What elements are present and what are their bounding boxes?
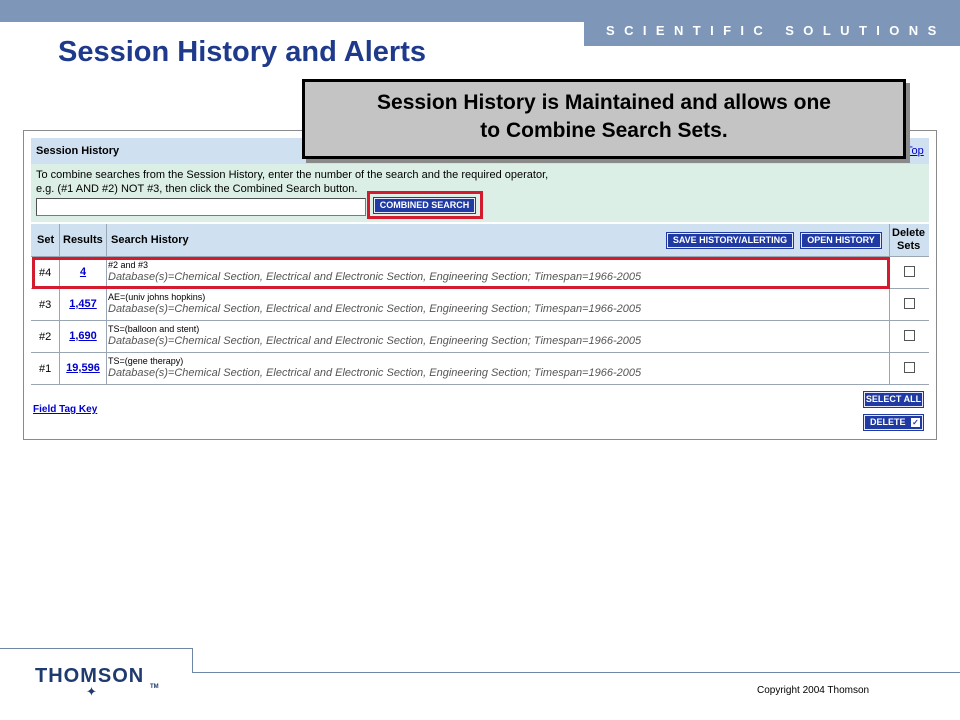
database-info: Database(s)=Chemical Section, Electrical and Electronic Section, Engineering Section; Timespan=1966-2005 [108,271,642,283]
callout-line-1: Session History is Maintained and allows one [377,91,831,114]
database-info: Database(s)=Chemical Section, Electrical and Electronic Section, Engineering Section; Timespan=1966-2005 [108,335,642,347]
trademark-mark: TM [150,684,159,690]
row-highlight [32,257,890,289]
database-info: Database(s)=Chemical Section, Electrical and Electronic Section, Engineering Section; Timespan=1966-2005 [108,303,642,315]
footer-rule-step [192,648,193,673]
instruction-line-2: e.g. (#1 AND #2) NOT #3, then click the Combined Search button. [36,183,358,195]
set-number: #3 [39,299,52,311]
col-header-sets: Sets [897,240,921,252]
col-header-set: Set [37,234,55,246]
results-link[interactable]: 4 [79,266,87,278]
open-history-button[interactable]: OPEN HISTORY [801,233,881,248]
footer-rule [192,672,960,673]
query-text: AE=(univ johns hopkins) [108,292,206,302]
database-info: Database(s)=Chemical Section, Electrical and Electronic Section, Engineering Section; Timespan=1966-2005 [108,367,642,379]
combined-search-highlight [367,191,483,219]
col-header-results: Results [63,234,103,246]
query-text: TS=(gene therapy) [108,356,184,366]
col-header-delete: Delete [892,227,926,239]
brand-tagline: SCIENTIFIC SOLUTIONS [606,23,946,38]
session-history-title: Session History [36,145,120,157]
query-text: #2 and #3 [108,260,149,270]
column-divider [889,224,890,385]
delete-set-checkbox[interactable] [904,298,915,309]
results-link[interactable]: 1,690 [69,330,97,342]
set-number: #4 [39,267,52,279]
combined-search-button[interactable]: COMBINED SEARCH [374,198,475,213]
set-number: #1 [39,363,52,375]
select-all-button[interactable]: SELECT ALL [864,392,923,407]
instruction-line-1: To combine searches from the Session History, enter the number of the search and the required operator, [36,169,549,181]
combine-sets-input[interactable] [36,198,366,216]
col-header-search-history: Search History [111,234,189,246]
slide-title: Session History and Alerts [58,36,426,68]
delete-button-label: DELETE [870,417,906,427]
column-divider [59,224,60,385]
query-text: TS=(balloon and stent) [108,324,200,334]
delete-set-checkbox[interactable] [904,330,915,341]
field-tag-key-link[interactable]: Field Tag Key [33,404,98,415]
delete-set-checkbox[interactable] [904,266,915,277]
star-icon: ✦ [86,684,97,699]
checkmark-icon: ✓ [912,418,919,428]
delete-set-checkbox[interactable] [904,362,915,373]
copyright-text: Copyright 2004 Thomson [757,685,870,696]
top-link[interactable]: Top [906,145,924,157]
callout-line-2: to Combine Search Sets. [480,119,728,142]
results-link[interactable]: 1,457 [69,298,97,310]
save-history-alerting-button[interactable]: SAVE HISTORY/ALERTING [667,233,793,248]
results-link[interactable]: 19,596 [66,362,100,374]
column-divider [106,224,107,385]
set-number: #2 [39,331,52,343]
callout-box [302,79,906,159]
history-table-header [31,224,929,256]
delete-button[interactable] [864,415,923,430]
thomson-logo: THOMSON [35,665,145,687]
footer-rule-left [0,648,193,649]
